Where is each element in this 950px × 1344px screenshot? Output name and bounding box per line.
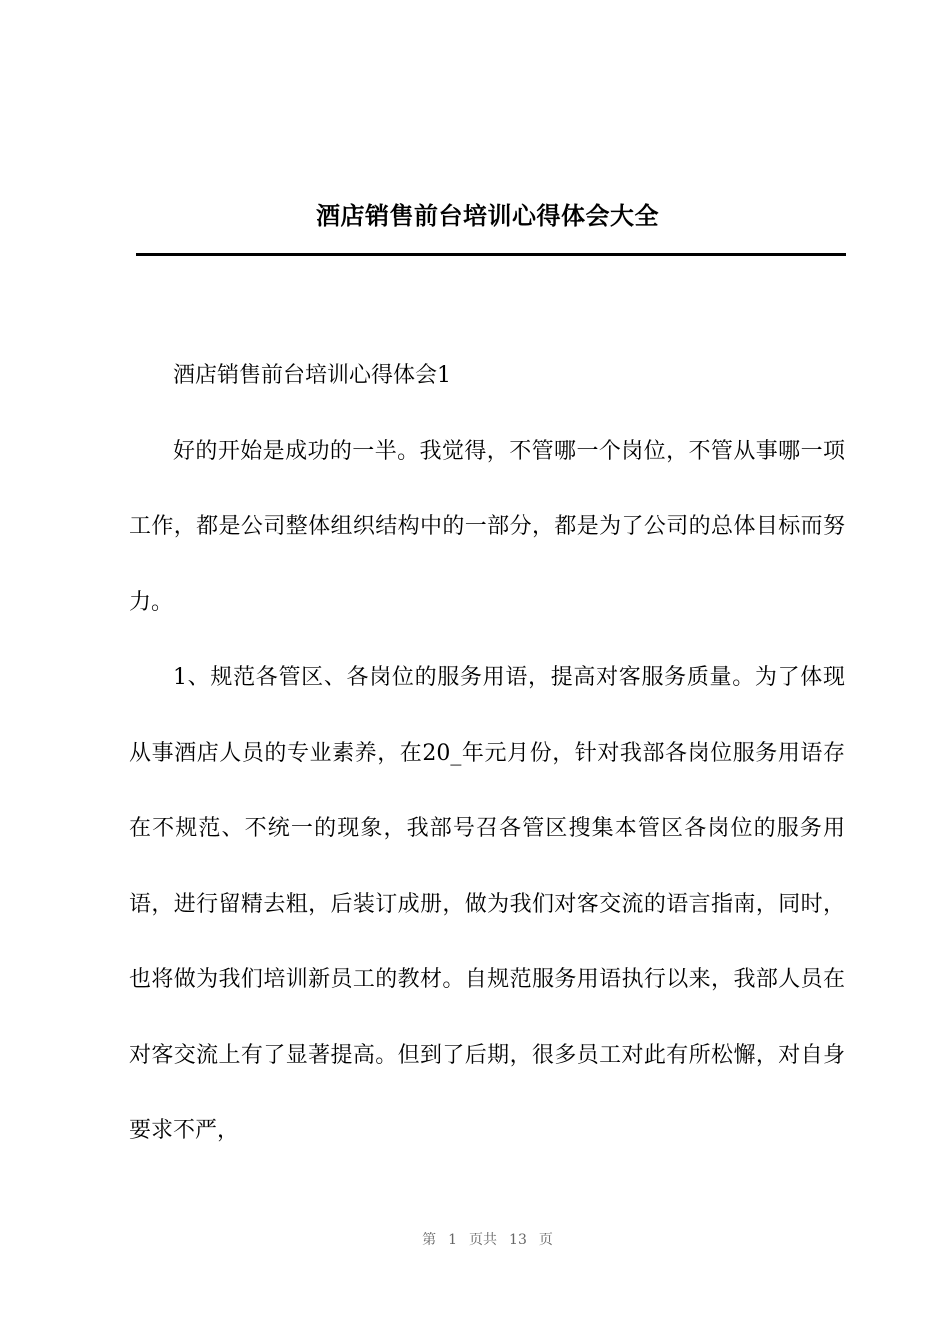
paragraph-2: 1、规范各管区、各岗位的服务用语，提高对客服务质量。为了体现从事酒店人员的专业素养，在20_年元月份，针对我部各岗位服务用语存在不规范、不统一的现象，我部号召各管区搜集本管区各岗位的服务用语，进行留精去粗，后装订成册，做为我们对客交流的语言指南，同时，也将做为我们培训新员工的教材。自规范服务用语执行以来，我部人员在对客交流上有了显著提高。但到了后期，很多员工对此有所松懈，对自身要求不严， xyxy=(129,665,845,1143)
footer-prefix: 第 xyxy=(422,1232,437,1248)
footer-current-page: 1 xyxy=(448,1232,458,1248)
footer-middle: 页共 xyxy=(469,1232,498,1248)
paragraph-1: 好的开始是成功的一半。我觉得，不管哪一个岗位，不管从事哪一项工作，都是公司整体组织结构中的一部分，都是为了公司的总体目标而努力。 xyxy=(129,438,845,615)
title-divider xyxy=(136,253,846,256)
section-heading: 酒店销售前台培训心得体会1 xyxy=(173,363,451,388)
document-body xyxy=(129,338,845,1169)
footer-total-pages: 13 xyxy=(509,1232,527,1248)
page-footer xyxy=(0,1229,950,1249)
document-title: 酒店销售前台培训心得体会大全 xyxy=(316,201,659,230)
footer-suffix: 页 xyxy=(538,1232,553,1248)
